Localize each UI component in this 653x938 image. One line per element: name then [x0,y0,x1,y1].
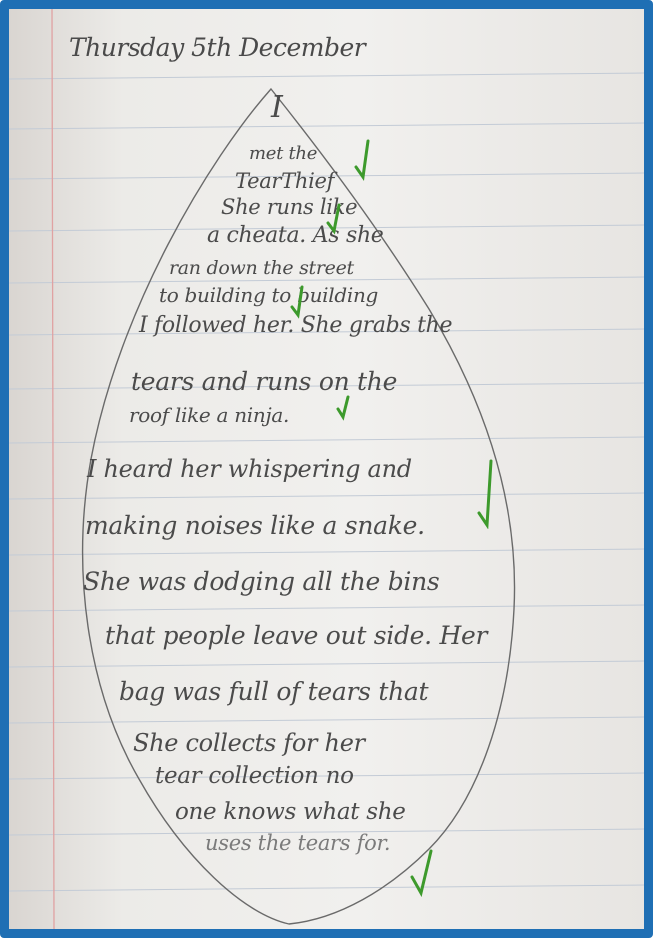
text-line: to building to building [159,283,379,307]
text-line: TearThief [235,169,335,193]
text-line: ran down the street [169,257,354,279]
text-line: that people leave out side. Her [105,621,488,650]
text-line: met the [249,143,318,164]
green-tick-icon [325,203,345,239]
notebook-page [9,9,644,929]
text-line: She runs like [221,195,358,219]
text-line: making noises like a snake. [85,511,425,540]
text-line: a cheata. As she [207,223,384,248]
text-line: bag was full of tears that [119,677,429,706]
text-line: She collects for her [133,729,365,757]
text-line: I [271,90,283,125]
text-line: I followed her. She grabs the [139,313,453,338]
text-line: I heard her whispering and [87,455,412,483]
margin-line [52,9,54,929]
green-tick-icon [407,847,437,901]
green-tick-icon [335,395,353,425]
green-tick-icon [289,285,309,323]
text-line: one knows what she [175,799,406,825]
text-line: tears and runs on the [131,367,398,396]
text-line: tear collection no [155,763,354,789]
green-tick-icon [475,457,499,533]
date-heading: Thursday 5th December [69,33,366,62]
green-tick-icon [352,139,374,185]
text-line: She was dodging all the bins [83,567,440,596]
text-line: uses the tears for. [205,831,391,855]
text-line: roof like a ninja. [129,403,290,427]
